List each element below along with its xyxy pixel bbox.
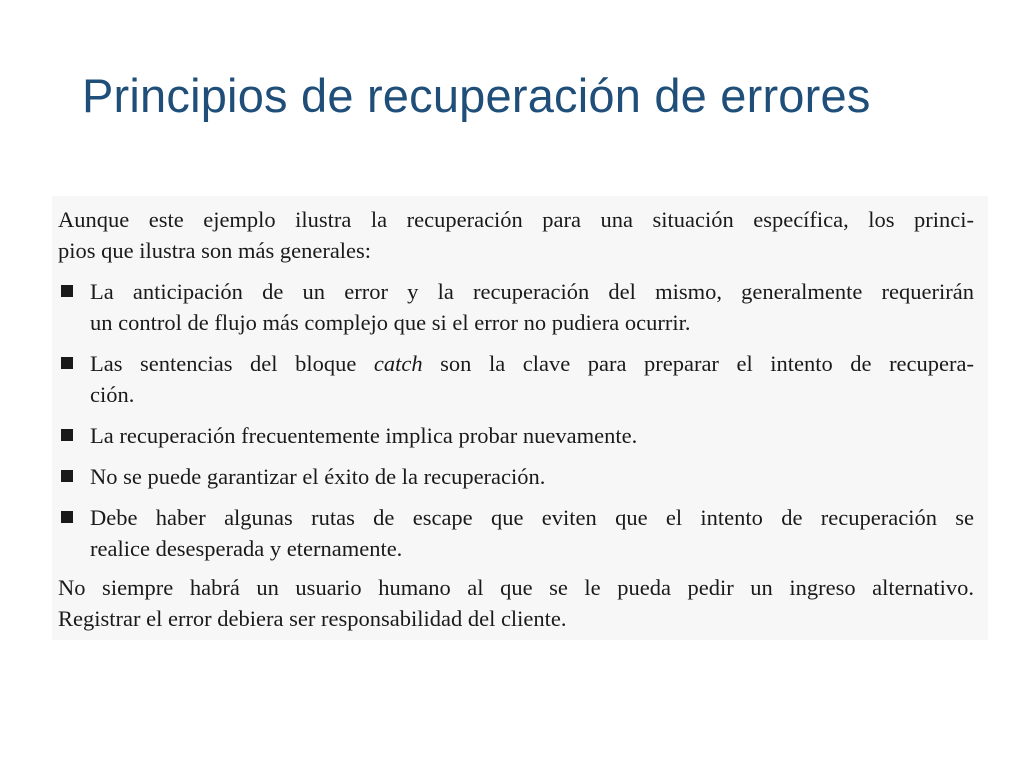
- list-item: [58, 502, 974, 564]
- list-item-line-2: un control de flujo más complejo que si el error no pudiera ocurrir.: [90, 310, 691, 335]
- list-item: [58, 348, 974, 410]
- square-bullet-icon: [61, 470, 73, 482]
- list-item: [58, 420, 974, 451]
- principles-list: [58, 276, 974, 564]
- catch-keyword: catch: [373, 351, 423, 376]
- text-segment: son la clave para preparar el intento de recupera-: [422, 351, 974, 376]
- square-bullet-icon: [61, 429, 73, 441]
- scanned-text-excerpt: [52, 196, 988, 640]
- closing-paragraph: [58, 572, 974, 634]
- square-bullet-icon: [61, 511, 73, 523]
- text-segment: Las sentencias del bloque: [90, 351, 374, 376]
- list-item: [58, 461, 974, 492]
- square-bullet-icon: [61, 285, 73, 297]
- list-item-line-1: La recuperación frecuentemente implica probar nuevamente.: [90, 423, 638, 448]
- list-item-line-2: realice desesperada y eternamente.: [90, 536, 403, 561]
- square-bullet-icon: [61, 357, 73, 369]
- closing-line-2: Registrar el error debiera ser responsabilidad del cliente.: [58, 606, 567, 631]
- intro-paragraph: [58, 204, 974, 266]
- list-item-line-1: Debe haber algunas rutas de escape que eviten que el intento de recuperación se: [90, 505, 974, 530]
- slide-title: Principios de recuperación de errores: [82, 69, 871, 122]
- list-item-line-1: [90, 348, 974, 379]
- intro-line-1: Aunque este ejemplo ilustra la recuperación para una situación específica, los princi-: [58, 207, 974, 232]
- list-item-line-1: No se puede garantizar el éxito de la recuperación.: [90, 464, 546, 489]
- list-item-line-1: La anticipación de un error y la recuperación del mismo, generalmente requerirán: [90, 279, 974, 304]
- list-item: [58, 276, 974, 338]
- intro-line-2: pios que ilustra son más generales:: [58, 238, 372, 263]
- closing-line-1: No siempre habrá un usuario humano al que se le pueda pedir un ingreso alternativo.: [58, 575, 974, 600]
- list-item-line-2: ción.: [90, 382, 135, 407]
